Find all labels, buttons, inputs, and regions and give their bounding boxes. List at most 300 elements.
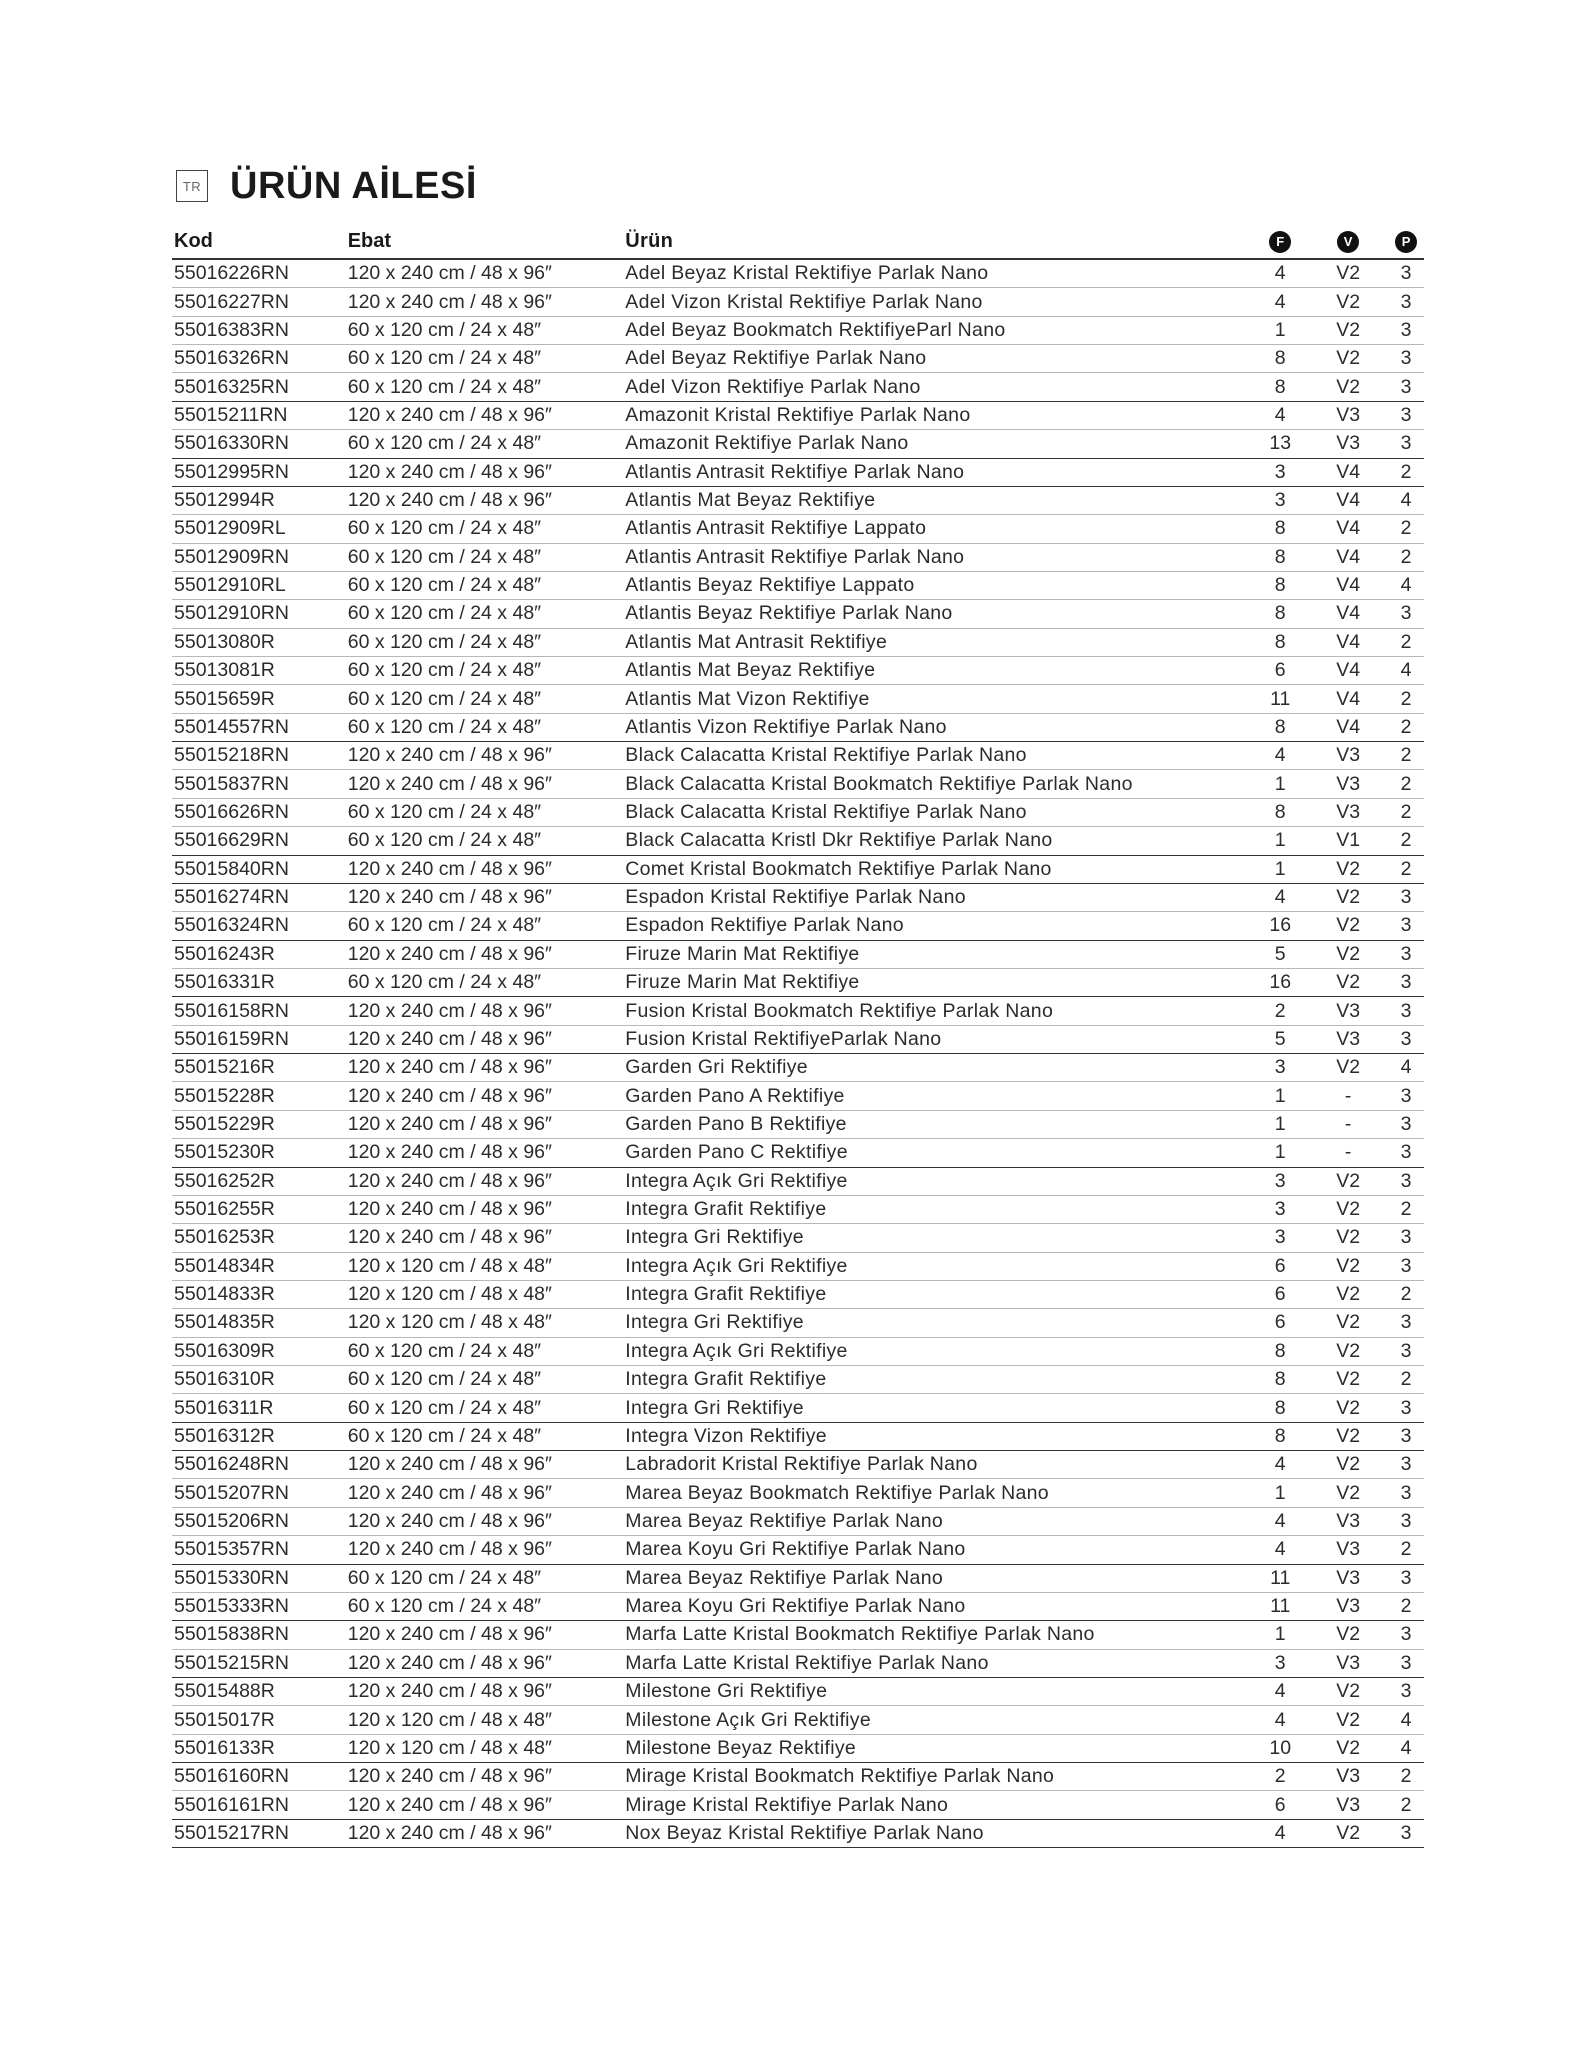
row-v: V1 [1336,829,1361,852]
row-urun: Integra Grafit Rektifiye [625,1283,827,1306]
table-row [172,1082,1424,1110]
row-kod: 55015207RN [174,1481,289,1504]
row-urun: Milestone Açık Gri Rektifiye [625,1708,872,1731]
row-p: 2 [1400,1765,1412,1788]
row-f: 1 [1274,829,1286,852]
row-v: V3 [1336,999,1361,1022]
row-p: 3 [1400,1509,1412,1532]
table-row [172,1508,1424,1536]
row-urun: Atlantis Beyaz Rektifiye Lappato [625,574,915,597]
row-v: V2 [1336,1226,1361,1249]
row-kod: 55015017R [174,1708,275,1731]
row-kod: 55016626RN [174,801,289,823]
header-v [1308,229,1388,253]
row-v: V2 [1336,942,1361,965]
row-p: 3 [1400,1680,1412,1703]
row-kod: 55016309R [174,1339,275,1362]
row-f: 4 [1274,1821,1286,1844]
row-p: 3 [1400,1453,1412,1476]
row-p: 4 [1400,659,1412,682]
row-urun: Atlantis Antrasit Rektifiye Parlak Nano [625,545,965,568]
row-p: 3 [1400,1481,1412,1504]
table-row [172,1621,1424,1649]
table-row [172,742,1424,770]
row-v: V3 [1336,1765,1361,1788]
table-row [172,459,1424,487]
row-p: 3 [1400,1396,1412,1419]
row-p: 3 [1400,262,1412,285]
v-circle-icon: V [1337,231,1359,253]
row-p: 2 [1400,801,1412,823]
row-v: - [1344,1141,1352,1164]
row-urun: Marfa Latte Kristal Bookmatch Rektifiye Parlak Nano [625,1623,1095,1646]
table-row [172,1394,1424,1422]
row-kod: 55016311R [174,1396,274,1419]
row-kod: 55013081R [174,659,275,682]
row-urun: Amazonit Rektifiye Parlak Nano [625,432,909,455]
row-f: 8 [1274,1368,1286,1391]
row-urun: Integra Gri Rektifiye [625,1226,804,1249]
row-urun: Espadon Kristal Rektifiye Parlak Nano [625,886,966,909]
table-row [172,1565,1424,1593]
row-v: V4 [1336,489,1361,512]
row-f: 11 [1270,687,1291,710]
row-p: 3 [1400,1141,1412,1164]
row-f: 4 [1274,262,1286,285]
row-kod: 55012995RN [174,460,289,483]
row-urun: Atlantis Antrasit Rektifiye Parlak Nano [625,460,965,483]
row-kod: 55016324RN [174,914,289,937]
row-kod: 55015357RN [174,1538,289,1561]
row-f: 8 [1274,517,1286,540]
table-row [172,1451,1424,1479]
table-row [172,1366,1424,1394]
row-v: V4 [1336,545,1361,568]
row-kod: 55015333RN [174,1595,289,1618]
row-p: 2 [1400,545,1412,568]
row-v: V2 [1336,1254,1361,1277]
row-ebat: 120 x 240 cm / 48 x 96″ [347,999,552,1022]
row-ebat: 120 x 240 cm / 48 x 96″ [347,1651,552,1674]
table-row [172,1536,1424,1564]
row-f: 16 [1269,914,1292,937]
table-row [172,941,1424,969]
row-f: 2 [1274,999,1286,1022]
row-kod: 55015228R [174,1084,275,1107]
row-v: V4 [1336,460,1361,483]
row-v: V2 [1336,886,1361,909]
row-urun: Marea Koyu Gri Rektifiye Parlak Nano [625,1538,966,1561]
row-ebat: 120 x 240 cm / 48 x 96″ [347,1056,552,1079]
row-ebat: 60 x 120 cm / 24 x 48″ [347,630,542,653]
row-f: 8 [1274,1424,1286,1447]
row-ebat: 120 x 240 cm / 48 x 96″ [347,886,552,909]
table-row [172,997,1424,1025]
row-f: 1 [1274,1623,1286,1646]
row-ebat: 120 x 240 cm / 48 x 96″ [347,1027,552,1050]
row-urun: Atlantis Antrasit Rektifiye Lappato [625,517,927,540]
row-ebat: 60 x 120 cm / 24 x 48″ [347,318,542,341]
row-p: 3 [1400,318,1412,341]
row-urun: Comet Kristal Bookmatch Rektifiye Parlak Nano [625,857,1052,880]
row-ebat: 60 x 120 cm / 24 x 48″ [347,347,542,370]
row-f: 1 [1274,772,1286,795]
table-row [172,856,1424,884]
row-ebat: 60 x 120 cm / 24 x 48″ [347,574,542,597]
row-p: 3 [1400,942,1412,965]
row-f: 1 [1274,1084,1286,1107]
row-urun: Amazonit Kristal Rektifiye Parlak Nano [625,403,971,426]
row-f: 6 [1274,1793,1286,1816]
header-p [1388,229,1424,253]
row-p: 3 [1400,1254,1412,1277]
row-urun: Marea Koyu Gri Rektifiye Parlak Nano [625,1595,966,1618]
row-p: 4 [1400,574,1412,597]
row-kod: 55016160RN [174,1765,289,1788]
row-v: V4 [1336,602,1361,625]
row-urun: Garden Pano C Rektifiye [625,1141,848,1164]
row-p: 3 [1400,1623,1412,1646]
row-v: V3 [1336,772,1361,795]
row-v: V3 [1336,1566,1361,1589]
row-urun: Adel Beyaz Kristal Rektifiye Parlak Nano [625,262,989,285]
table-row [172,1338,1424,1366]
table-row [172,1791,1424,1819]
row-kod: 55015211RN [174,403,288,426]
row-p: 3 [1400,1226,1412,1249]
row-kod: 55015218RN [174,744,289,767]
row-v: V2 [1336,1283,1361,1306]
row-ebat: 120 x 240 cm / 48 x 96″ [347,1509,552,1532]
row-v: V2 [1336,1680,1361,1703]
table-row [172,1678,1424,1706]
row-p: 2 [1400,1368,1412,1391]
table-row [172,1650,1424,1678]
row-v: V2 [1336,1339,1361,1362]
row-v: V3 [1336,1509,1361,1532]
table-row [172,969,1424,997]
table-row [172,1196,1424,1224]
row-v: V2 [1336,914,1361,937]
row-ebat: 120 x 240 cm / 48 x 96″ [347,290,552,313]
row-p: 2 [1400,630,1412,653]
row-ebat: 60 x 120 cm / 24 x 48″ [347,971,542,994]
row-kod: 55016252R [174,1169,275,1192]
table-header [172,224,1424,260]
row-kod: 55016330RN [174,432,289,455]
header-kod: Kod [174,229,213,252]
row-f: 6 [1274,1254,1286,1277]
row-kod: 55016161RN [174,1793,289,1816]
row-v: V2 [1336,318,1361,341]
row-ebat: 60 x 120 cm / 24 x 48″ [347,1595,542,1618]
row-kod: 55015837RN [174,772,289,795]
row-kod: 55012910RN [174,602,289,625]
row-kod: 55016227RN [174,290,289,313]
header-urun: Ürün [625,229,674,252]
row-kod: 55016312R [174,1424,275,1447]
row-urun: Garden Pano B Rektifiye [625,1112,847,1135]
row-ebat: 120 x 240 cm / 48 x 96″ [347,262,552,285]
row-ebat: 60 x 120 cm / 24 x 48″ [347,545,542,568]
row-p: 3 [1400,375,1412,398]
row-kod: 55015206RN [174,1509,289,1532]
row-p: 3 [1400,999,1412,1022]
row-v: V4 [1336,630,1361,653]
table-row [172,1593,1424,1621]
row-f: 6 [1274,1283,1286,1306]
row-v: V2 [1336,1056,1361,1079]
row-f: 5 [1274,1027,1286,1050]
row-p: 3 [1400,886,1412,909]
row-v: V2 [1336,971,1361,994]
row-v: V2 [1336,347,1361,370]
row-v: V2 [1336,1708,1361,1731]
table-row [172,1111,1424,1139]
row-v: V3 [1336,1651,1361,1674]
row-ebat: 120 x 240 cm / 48 x 96″ [347,744,552,767]
row-urun: Atlantis Vizon Rektifiye Parlak Nano [625,715,947,738]
row-ebat: 120 x 240 cm / 48 x 96″ [347,1623,552,1646]
row-f: 3 [1274,1651,1286,1674]
row-p: 3 [1400,1311,1412,1334]
row-p: 3 [1400,1424,1412,1447]
product-table [172,224,1424,1848]
row-p: 3 [1400,1084,1412,1107]
table-row [172,373,1424,401]
row-p: 3 [1400,1339,1412,1362]
row-v: V2 [1336,1453,1361,1476]
row-ebat: 60 x 120 cm / 24 x 48″ [347,1339,542,1362]
row-ebat: 60 x 120 cm / 24 x 48″ [347,687,542,710]
row-urun: Atlantis Mat Antrasit Rektifiye [625,630,888,653]
row-p: 3 [1400,1651,1412,1674]
row-f: 10 [1269,1736,1292,1759]
row-v: - [1344,1112,1352,1135]
row-ebat: 60 x 120 cm / 24 x 48″ [347,1566,542,1589]
row-f: 1 [1274,1141,1286,1164]
row-kod: 55016243R [174,942,275,965]
row-urun: Mirage Kristal Rektifiye Parlak Nano [625,1793,949,1816]
row-kod: 55016629RN [174,829,289,852]
row-urun: Integra Grafit Rektifiye [625,1368,827,1391]
row-p: 2 [1400,744,1412,767]
row-kod: 55013080R [174,630,275,653]
row-urun: Marea Beyaz Bookmatch Rektifiye Parlak Nano [625,1481,1049,1504]
table-row [172,1706,1424,1734]
row-p: 3 [1400,1169,1412,1192]
row-p: 2 [1400,460,1412,483]
row-urun: Integra Açık Gri Rektifiye [625,1339,848,1362]
row-urun: Integra Açık Gri Rektifiye [625,1254,848,1277]
table-row [172,1735,1424,1763]
row-f: 8 [1274,602,1286,625]
row-kod: 55014834R [174,1254,275,1277]
table-row [172,1479,1424,1507]
row-ebat: 120 x 240 cm / 48 x 96″ [347,772,552,795]
row-v: V2 [1336,1481,1361,1504]
table-row [172,1168,1424,1196]
table-row [172,884,1424,912]
row-ebat: 60 x 120 cm / 24 x 48″ [347,715,542,738]
row-f: 1 [1274,1112,1286,1135]
row-p: 2 [1400,1793,1412,1816]
row-f: 3 [1274,489,1286,512]
row-ebat: 120 x 240 cm / 48 x 96″ [347,857,552,880]
row-v: V2 [1336,1396,1361,1419]
table-row [172,600,1424,628]
row-p: 2 [1400,1198,1412,1221]
row-f: 4 [1274,1680,1286,1703]
row-v: V3 [1336,1027,1361,1050]
row-v: V2 [1336,1736,1361,1759]
row-ebat: 120 x 240 cm / 48 x 96″ [347,1112,552,1135]
row-kod: 55014557RN [174,715,289,738]
row-kod: 55014835R [174,1311,275,1334]
row-f: 1 [1274,857,1286,880]
row-kod: 55016255R [174,1198,275,1221]
row-kod: 55016158RN [174,999,289,1022]
row-f: 3 [1274,1056,1286,1079]
table-row [172,544,1424,572]
row-urun: Garden Gri Rektifiye [625,1056,808,1079]
table-row [172,515,1424,543]
row-f: 6 [1274,1311,1286,1334]
row-urun: Marea Beyaz Rektifiye Parlak Nano [625,1509,943,1532]
row-p: 2 [1400,517,1412,540]
row-f: 11 [1270,1566,1291,1589]
row-urun: Black Calacatta Kristl Dkr Rektifiye Parlak Nano [625,829,1053,852]
row-p: 4 [1400,1708,1412,1731]
row-kod: 55016159RN [174,1027,289,1050]
row-ebat: 60 x 120 cm / 24 x 48″ [347,829,542,852]
row-f: 13 [1269,432,1292,455]
row-urun: Adel Beyaz Bookmatch RektifiyeParl Nano [625,318,1006,341]
language-badge: TR [176,170,208,202]
table-row [172,317,1424,345]
row-p: 3 [1400,914,1412,937]
row-p: 3 [1400,432,1412,455]
table-row [172,1224,1424,1252]
row-ebat: 60 x 120 cm / 24 x 48″ [347,432,542,455]
row-f: 4 [1274,403,1286,426]
row-p: 4 [1400,1736,1412,1759]
row-ebat: 120 x 240 cm / 48 x 96″ [347,1680,552,1703]
row-p: 3 [1400,1821,1412,1844]
row-v: V2 [1336,1368,1361,1391]
row-p: 3 [1400,347,1412,370]
row-f: 1 [1274,1481,1286,1504]
row-urun: Black Calacatta Kristal Rektifiye Parlak Nano [625,801,1027,823]
table-row [172,288,1424,316]
row-urun: Integra Gri Rektifiye [625,1311,804,1334]
row-kod: 55015659R [174,687,275,710]
table-row [172,1423,1424,1451]
table-row [172,1820,1424,1848]
row-p: 2 [1400,857,1412,880]
header-ebat: Ebat [347,229,392,252]
row-p: 3 [1400,971,1412,994]
row-f: 3 [1274,1169,1286,1192]
row-f: 2 [1274,1765,1286,1788]
row-ebat: 120 x 240 cm / 48 x 96″ [347,1821,552,1844]
row-f: 8 [1274,375,1286,398]
row-urun: Marfa Latte Kristal Rektifiye Parlak Nano [625,1651,989,1674]
row-urun: Firuze Marin Mat Rektifiye [625,971,860,994]
row-v: V4 [1336,574,1361,597]
row-urun: Milestone Beyaz Rektifiye [625,1736,857,1759]
row-p: 2 [1400,1595,1412,1618]
row-kod: 55015217RN [174,1821,289,1844]
row-urun: Black Calacatta Kristal Bookmatch Rektifiye Parlak Nano [625,772,1133,795]
row-urun: Integra Grafit Rektifiye [625,1198,827,1221]
title-row [176,166,477,206]
row-kod: 55016274RN [174,886,289,909]
row-ebat: 120 x 240 cm / 48 x 96″ [347,1084,552,1107]
row-kod: 55016133R [174,1736,275,1759]
row-f: 3 [1274,1226,1286,1249]
row-v: V2 [1336,1169,1361,1192]
row-p: 3 [1400,403,1412,426]
row-ebat: 120 x 240 cm / 48 x 96″ [347,1141,552,1164]
row-ebat: 120 x 240 cm / 48 x 96″ [347,1226,552,1249]
row-ebat: 120 x 240 cm / 48 x 96″ [347,403,552,426]
row-v: V4 [1336,715,1361,738]
row-v: V3 [1336,1595,1361,1618]
row-f: 6 [1274,659,1286,682]
row-urun: Adel Vizon Rektifiye Parlak Nano [625,375,921,398]
row-urun: Adel Vizon Kristal Rektifiye Parlak Nano [625,290,983,313]
row-ebat: 60 x 120 cm / 24 x 48″ [347,375,542,398]
row-p: 2 [1400,687,1412,710]
row-ebat: 60 x 120 cm / 24 x 48″ [347,801,542,823]
row-p: 3 [1400,290,1412,313]
row-ebat: 120 x 240 cm / 48 x 96″ [347,942,552,965]
row-kod: 55015488R [174,1680,275,1703]
row-v: V3 [1336,1793,1361,1816]
row-urun: Milestone Gri Rektifiye [625,1680,828,1703]
row-kod: 55015216R [174,1056,275,1079]
table-row [172,1763,1424,1791]
table-row [172,402,1424,430]
row-kod: 55015330RN [174,1566,289,1589]
row-p: 3 [1400,1112,1412,1135]
table-row [172,1253,1424,1281]
row-kod: 55016325RN [174,375,289,398]
row-urun: Fusion Kristal Bookmatch Rektifiye Parlak Nano [625,999,1054,1022]
row-ebat: 120 x 240 cm / 48 x 96″ [347,1169,552,1192]
row-ebat: 120 x 240 cm / 48 x 96″ [347,1481,552,1504]
row-v: V2 [1336,1623,1361,1646]
row-v: V4 [1336,687,1361,710]
row-f: 4 [1274,290,1286,313]
row-f: 8 [1274,801,1286,823]
row-kod: 55012994R [174,489,275,512]
table-row [172,572,1424,600]
row-f: 8 [1274,715,1286,738]
table-row [172,629,1424,657]
table-row [172,1054,1424,1082]
row-ebat: 60 x 120 cm / 24 x 48″ [347,914,542,937]
table-row [172,430,1424,458]
row-v: V3 [1336,403,1361,426]
row-kod: 55016248RN [174,1453,289,1476]
row-kod: 55015840RN [174,857,289,880]
row-v: V4 [1336,659,1361,682]
row-ebat: 120 x 240 cm / 48 x 96″ [347,460,552,483]
row-f: 4 [1274,744,1286,767]
row-kod: 55015838RN [174,1623,289,1646]
